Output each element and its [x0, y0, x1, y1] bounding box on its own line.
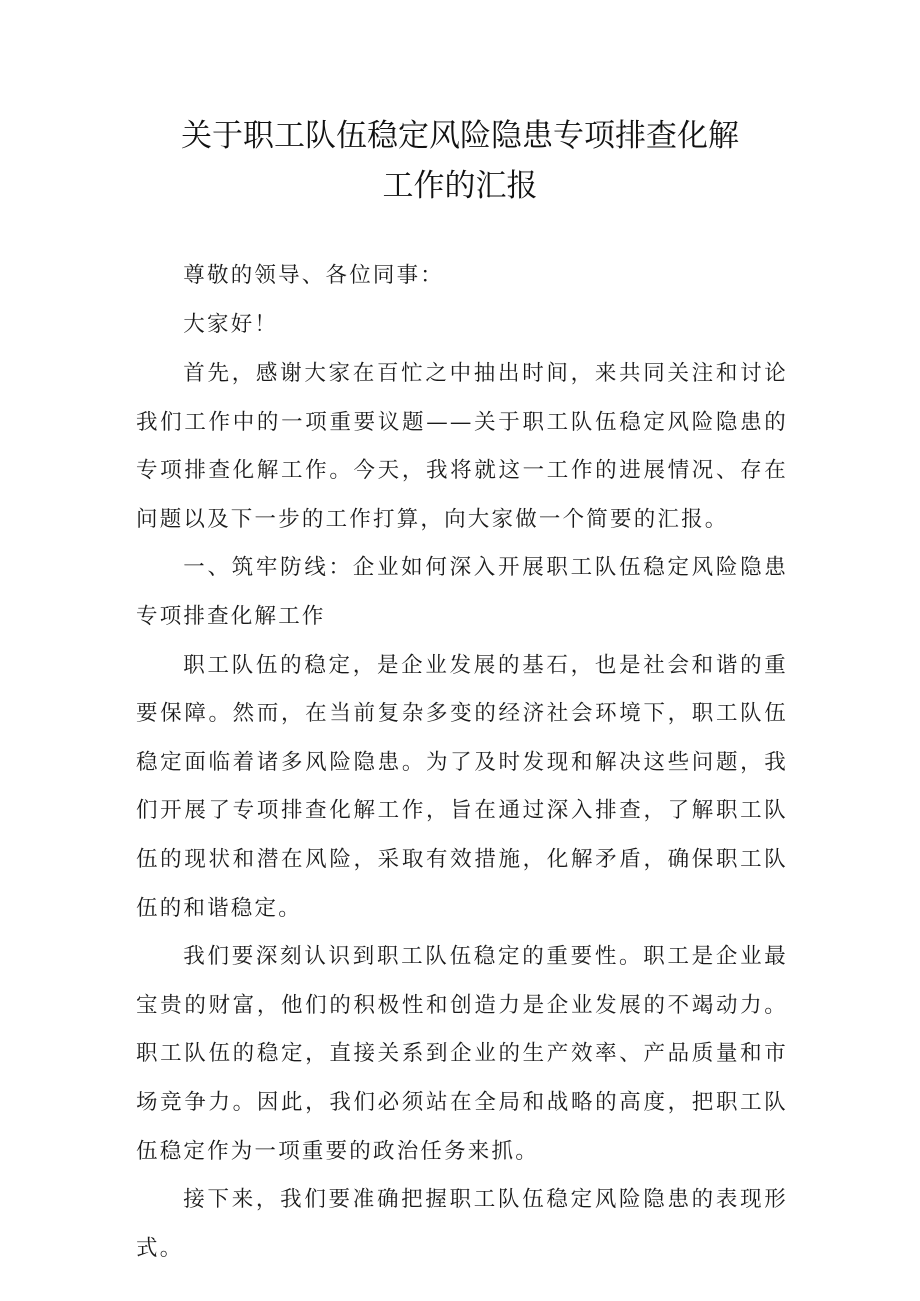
paragraph-background: 职工队伍的稳定，是企业发展的基石，也是社会和谐的重要保障。然而，在当前复杂多变的经济社会环境下，职工队伍稳定面临着诸多风险隐患。为了及时发现和解决这些问题，我们开展了专项排查化解工作，旨在通过深入排查，了解职工队伍的现状和潜在风险，采取有效措施，化解矛盾，确保职工队伍的和谐稳定。 — [136, 652, 788, 921]
salutation-text: 尊敬的领导、各位同事： — [183, 263, 444, 288]
report-body — [136, 350, 788, 1273]
section-heading-1: 一、筑牢防线：企业如何深入开展职工队伍稳定风险隐患专项排查化解工作 — [136, 555, 788, 629]
paragraph-next: 接下来，我们要准确把握职工队伍稳定风险隐患的表现形式。 — [136, 1187, 788, 1261]
document-title-line-2: 工作的汇报 — [382, 168, 538, 204]
paragraph-intro: 首先，感谢大家在百忙之中抽出时间，来共同关注和讨论我们工作中的一项重要议题——关于职工队伍稳定风险隐患的专项排查化解工作。今天，我将就这一工作的进展情况、存在问题以及下一步的工作打算，向大家做一个简要的汇报。 — [136, 361, 788, 532]
greeting-text: 大家好！ — [183, 312, 279, 337]
salutation — [136, 252, 788, 301]
greeting — [136, 301, 788, 350]
document-title-line-1: 关于职工队伍稳定风险隐患专项排查化解 — [181, 118, 739, 154]
paragraph-importance: 我们要深刻认识到职工队伍稳定的重要性。职工是企业最宝贵的财富，他们的积极性和创造力是企业发展的不竭动力。职工队伍的稳定，直接关系到企业的生产效率、产品质量和市场竞争力。因此，我们必须站在全局和战略的高度，把职工队伍稳定作为一项重要的政治任务来抓。 — [136, 944, 788, 1164]
